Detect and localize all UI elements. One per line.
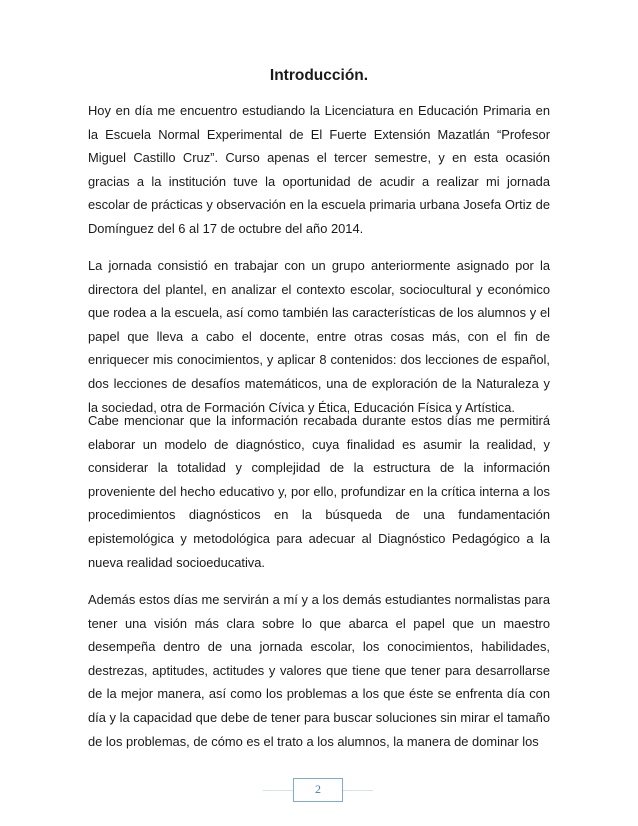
page-number-ribbon-left — [263, 790, 293, 791]
page-title: Introducción. — [269, 67, 369, 84]
page-number-ribbon-right — [343, 790, 373, 791]
paragraph-4: Además estos días me servirán a mí y a los demás estudiantes normalistas para tener una visión más clara sobre lo que abarca el papel que un maestro desempeña dentro de una jornada escolar, los conocimientos, habilidades, destrezas, aptitudes, actitudes y valores que tiene que tener para desarrollarse de la mejor manera, así como los problemas a los que éste se enfrenta día con día y la capacidad que debe de tener para buscar soluciones sin mirar el tamaño de los problemas, de cómo es el trato a los alumnos, la manera de dominar los — [88, 592, 550, 749]
paragraph-1: Hoy en día me encuentro estudiando la Licenciatura en Educación Primaria en la Escuela Normal Experimental de El Fuerte Extensión Mazatlán “Profesor Miguel Castillo Cruz”. Curso apenas el tercer semestre, y en esta ocasión gracias a la institución tuve la oportunidad de acudir a realizar mi jornada escolar de prácticas y observación en la escuela primaria urbana Josefa Ortiz de Domínguez del 6 al 17 de octubre del año 2014. — [88, 103, 550, 236]
paragraph-3: Cabe mencionar que la información recabada durante estos días me permitirá elaborar un modelo de diagnóstico, cuya finalidad es asumir la realidad, y considerar la totalidad y complejidad de la estructura de la información proveniente del hecho educativo y, por ello, profundizar en la crítica interna a los procedimientos diagnósticos en la búsqueda de una fundamentación epistemológica y metodológica para adecuar al Diagnóstico Pedagógico a la nueva realidad socioeducativa. — [88, 413, 550, 570]
paragraph-2: La jornada consistió en trabajar con un grupo anteriormente asignado por la directora del plantel, en analizar el contexto escolar, sociocultural y económico que rodea a la escuela, así como también las características de los alumnos y el papel que lleva a cabo el docente, entre otras cosas más, con el fin de enriquecer mis conocimientos, y aplicar 8 contenidos: dos lecciones de español, dos lecciones de desafíos matemáticos, una de exploración de la Naturaleza y la sociedad, otra de Formación Cívica y Ética, Educación Física y Artística. — [88, 258, 550, 415]
page-number: 2 — [293, 778, 343, 802]
